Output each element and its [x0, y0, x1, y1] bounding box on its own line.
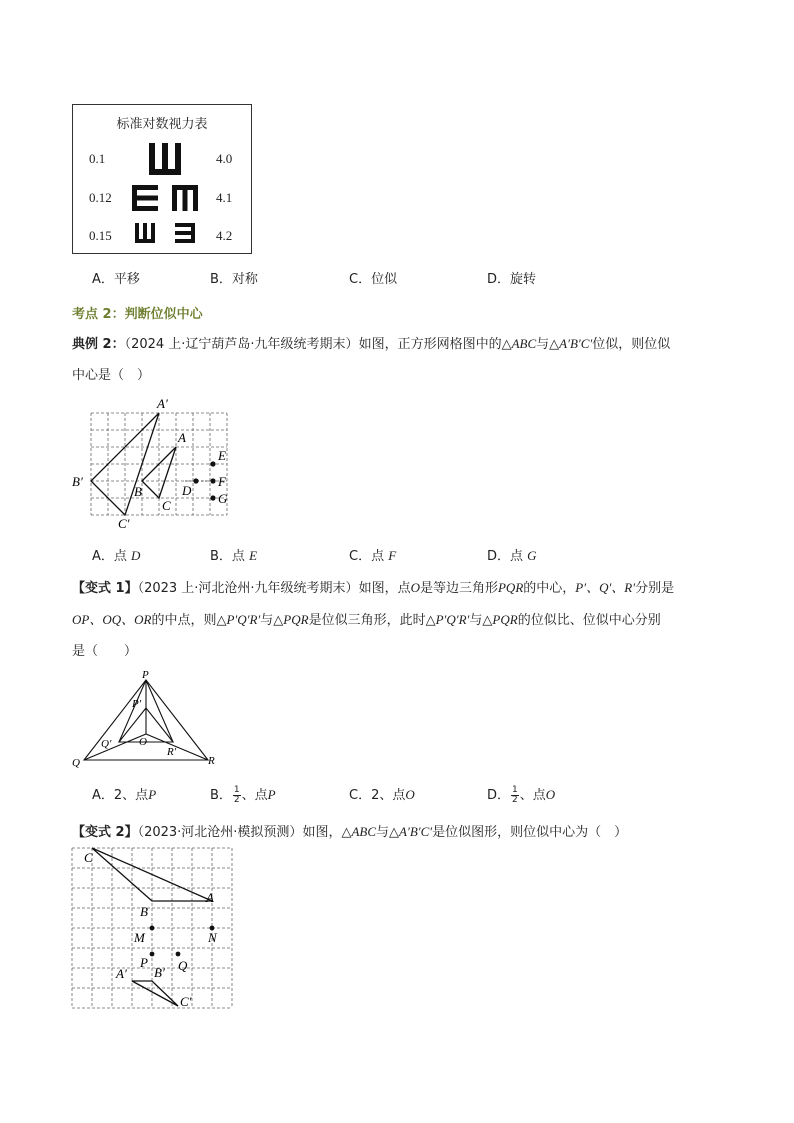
q4-label-a1: A′: [116, 966, 127, 981]
eye-chart-symbols: [73, 105, 251, 253]
e-symbol-up-large: [149, 143, 181, 175]
fraction-one-half: $\frac{1}{2}$: [512, 785, 518, 805]
q2-option-d[interactable]: D．点 G: [487, 548, 537, 564]
q4-label-c1: C′: [180, 994, 192, 1009]
eye-chart-row2-right: 4.1: [216, 190, 233, 205]
q2-label-a1: A′: [157, 396, 168, 411]
e-symbol-right-medium: [132, 185, 158, 211]
q2-label-c: C: [162, 498, 171, 513]
q3-question-line1: 【变式 1】（2023 上·河北沧州·九年级统考期末）如图，点O是等边三角形PQR的中心，P′、Q′、R′分别是: [72, 580, 675, 596]
q4-point-q: [176, 952, 181, 957]
q2-option-c[interactable]: C．点 F: [349, 548, 397, 564]
q3-option-c[interactable]: C．2、点O: [349, 787, 415, 803]
q3-label-p: P: [142, 669, 149, 681]
q2-point-d: [193, 478, 198, 483]
q2-point-e: [210, 461, 215, 466]
q4-label-a: A: [206, 890, 214, 905]
section-title: 考点 2：判断位似中心: [72, 307, 203, 322]
q3-segment-q1-to-p: [119, 680, 146, 742]
q3-label-q1: Q′: [101, 738, 112, 750]
q3-tag: 【变式 1】: [72, 581, 138, 596]
q3-option-b[interactable]: B． $\frac{1}{2}$ 、点P: [210, 785, 276, 805]
q1-option-b[interactable]: B．对称: [210, 272, 258, 287]
eye-chart-title: 标准对数视力表: [116, 116, 208, 131]
q4-label-m: M: [134, 930, 145, 945]
q2-point-f: [210, 478, 215, 483]
q1-option-d[interactable]: D．旋转: [487, 272, 537, 287]
q2-option-b[interactable]: B．点 E: [210, 548, 258, 564]
q2-grid-figure: [72, 394, 242, 534]
q4-point-m: [150, 926, 155, 931]
q2-label-b: B: [134, 484, 142, 499]
q4-label-c: C: [84, 850, 93, 865]
q2-label-c1: C′: [118, 516, 130, 531]
q3-triangle-figure: [70, 668, 220, 768]
q3-label-o: O: [139, 736, 147, 748]
eye-chart-row3-right: 4.2: [216, 228, 233, 243]
e-symbol-up-small: [135, 223, 155, 243]
q4-tag: 【变式 2】: [72, 825, 138, 840]
q3-label-r: R: [208, 755, 215, 767]
q2-point-g: [210, 495, 215, 500]
q2-question-line1: 典例 2：（2024 上·辽宁葫芦岛·九年级统考期末）如图，正方形网格图中的△ABC与△A′B′C′位似，则位似: [72, 336, 671, 352]
q2-question-line2: 中心是（ ）: [72, 368, 151, 383]
q2-label-f: F: [218, 474, 226, 489]
eye-chart-figure: [72, 104, 252, 254]
eye-chart-row2-left: 0.12: [89, 190, 112, 205]
q1-option-a[interactable]: A．平移: [92, 272, 140, 287]
e-symbol-left-small: [175, 223, 195, 243]
q3-question-line2: OP、OQ、OR的中点，则△P′Q′R′与△PQR是位似三角形，此时△P′Q′R′与△PQR的位似比、位似中心分别: [72, 612, 661, 628]
q4-label-b: B: [140, 904, 148, 919]
q2-option-a[interactable]: A．点 D: [92, 548, 141, 564]
q3-label-p1: P′: [132, 698, 142, 710]
eye-chart-row3-left: 0.15: [89, 228, 112, 243]
q2-label-a: A: [178, 430, 186, 445]
q4-label-p: P: [140, 955, 148, 970]
q3-label-q: Q: [72, 757, 80, 768]
q4-label-b1: B′: [154, 965, 165, 980]
q4-triangle-a1b1c1: [132, 981, 178, 1006]
q3-segment-r1-to-p: [146, 680, 173, 742]
q4-grid-figure: [70, 846, 235, 1012]
q4-question-line1: 【变式 2】（2023·河北沧州·模拟预测）如图，△ABC与△A′B′C′是位似图形，则位似中心为（ ）: [72, 824, 628, 840]
q4-label-n: N: [208, 930, 217, 945]
q3-question-line3: 是（ ）: [72, 644, 138, 659]
q3-segment-or: [146, 734, 208, 760]
q1-option-c[interactable]: C．位似: [349, 272, 398, 287]
q2-label-d: D: [182, 483, 192, 498]
q4-label-q: Q: [178, 958, 188, 973]
q3-segment-oq: [84, 734, 146, 760]
q2-label-g: G: [218, 491, 228, 506]
q3-option-d[interactable]: D． $\frac{1}{2}$ 、点O: [487, 785, 556, 805]
eye-chart-row1-left: 0.1: [89, 151, 106, 166]
q2-label-b1: B′: [72, 474, 83, 489]
q3-option-a[interactable]: A．2、点P: [92, 787, 157, 803]
q4-point-p: [150, 952, 155, 957]
e-symbol-down-medium: [172, 185, 198, 211]
q2-tag: 典例 2：: [72, 337, 125, 352]
q2-label-e: E: [218, 448, 226, 463]
eye-chart-row1-right: 4.0: [216, 151, 233, 166]
fraction-one-half: $\frac{1}{2}$: [233, 785, 240, 805]
q3-label-r1: R′: [167, 746, 177, 758]
